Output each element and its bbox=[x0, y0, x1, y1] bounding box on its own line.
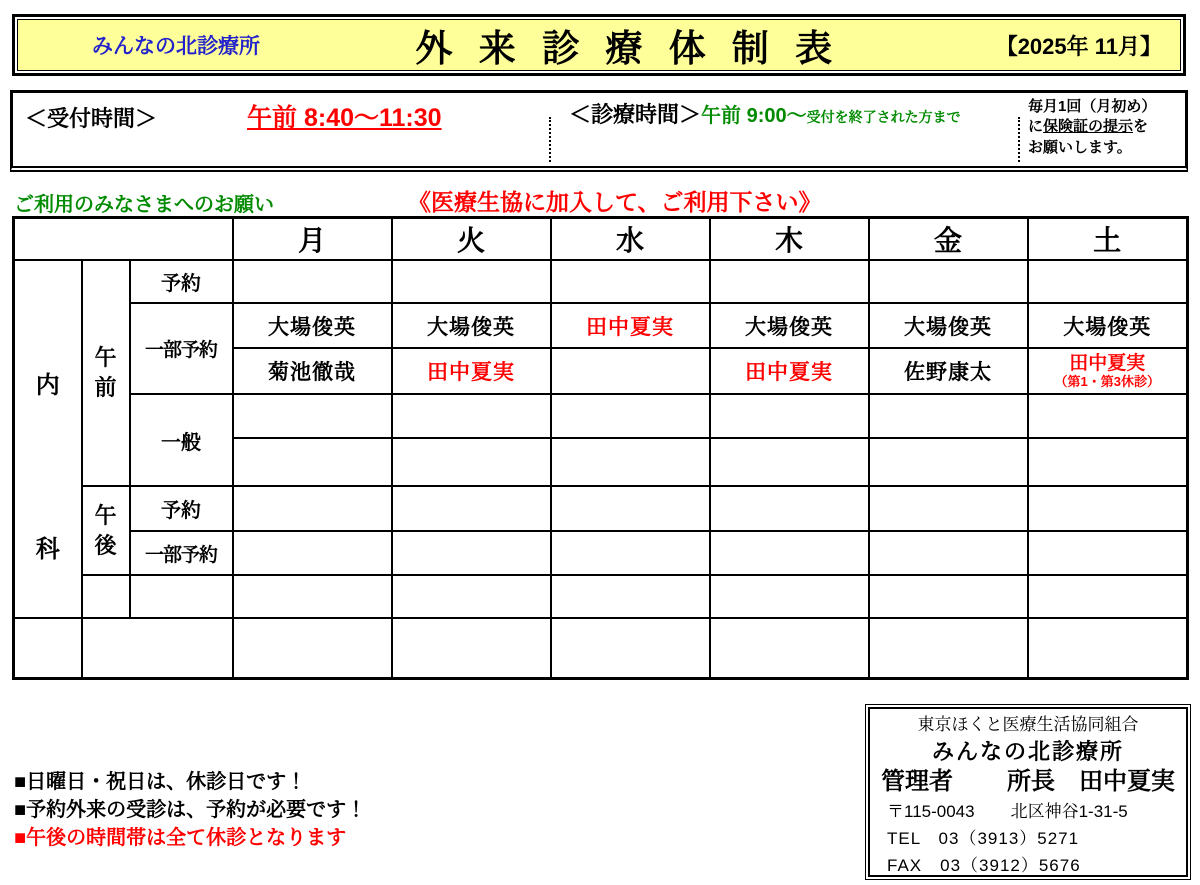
insurance-note bbox=[1018, 93, 1185, 166]
pm-char-2: 後 bbox=[94, 532, 117, 558]
organization-name: 東京ほくと医療生活協同組合 bbox=[917, 715, 1139, 734]
doctor-name: 大場俊英 bbox=[710, 303, 869, 348]
doctor-name: 菊池徹哉 bbox=[233, 348, 392, 394]
doctor-name: 田中夏実 bbox=[551, 303, 710, 348]
bottom-row bbox=[14, 618, 1188, 678]
period-label: 【2025年 11月】 bbox=[995, 33, 1162, 59]
am-reserved-row bbox=[14, 260, 1188, 303]
fax-line: FAX 03（3912）5676 bbox=[887, 856, 1081, 875]
clinic-info-name: みんなの北診療所 bbox=[931, 739, 1124, 764]
consultation-hours-label: ＜診療時間＞ bbox=[569, 102, 702, 127]
saturday-closure-note: （第1・第3休診） bbox=[1054, 374, 1160, 390]
manager-label: 管理者 bbox=[881, 768, 953, 795]
request-line bbox=[14, 183, 1184, 216]
schedule-cell bbox=[869, 618, 1028, 678]
hours-box bbox=[10, 90, 1188, 172]
schedule-cell bbox=[710, 575, 869, 618]
schedule-cell bbox=[233, 486, 392, 531]
am-char-1: 午 bbox=[94, 345, 117, 371]
schedule-cell bbox=[1028, 486, 1188, 531]
schedule-cell bbox=[233, 260, 392, 303]
pm-partial-row bbox=[14, 531, 1188, 575]
schedule-cell bbox=[1028, 260, 1188, 303]
am-partial-row-1 bbox=[14, 303, 1188, 348]
schedule-cell bbox=[710, 486, 869, 531]
schedule-corner-cell bbox=[14, 218, 233, 261]
pm-char-1: 午 bbox=[94, 502, 117, 528]
schedule-cell bbox=[82, 618, 233, 678]
schedule-cell bbox=[551, 260, 710, 303]
day-header-mon: 月 bbox=[233, 218, 392, 261]
doctor-name: 大場俊英 bbox=[392, 303, 551, 348]
schedule-cell bbox=[392, 531, 551, 575]
schedule-cell bbox=[392, 486, 551, 531]
clinic-name: みんなの北診療所 bbox=[92, 35, 260, 58]
doctor-name: 大場俊英 bbox=[233, 303, 392, 348]
reception-hours-section bbox=[13, 93, 549, 166]
am-general-row-1 bbox=[14, 394, 1188, 438]
reception-hours-label: ＜受付時間＞ bbox=[25, 106, 158, 131]
schedule-cell bbox=[392, 575, 551, 618]
schedule-cell bbox=[869, 394, 1028, 438]
schedule-cell bbox=[710, 260, 869, 303]
doctor-name: 大場俊英 bbox=[1028, 303, 1188, 348]
schedule-cell bbox=[1028, 394, 1188, 438]
department-char-1: 内 bbox=[35, 372, 60, 399]
day-header-wed: 水 bbox=[551, 218, 710, 261]
schedule-cell bbox=[551, 348, 710, 394]
insurance-note-line1: 毎月1回（月初め） bbox=[1028, 98, 1157, 115]
pm-reserved-row bbox=[14, 486, 1188, 531]
spare-row bbox=[14, 575, 1188, 618]
schedule-cell bbox=[1028, 438, 1188, 486]
doctor-name: 田中夏実 bbox=[710, 348, 869, 394]
schedule-cell bbox=[551, 394, 710, 438]
schedule-cell bbox=[869, 486, 1028, 531]
schedule-cell bbox=[551, 618, 710, 678]
schedule-cell bbox=[710, 394, 869, 438]
schedule-cell bbox=[392, 260, 551, 303]
schedule-cell bbox=[1028, 531, 1188, 575]
notice-line-3: ■午後の時間帯は全て休診となります bbox=[14, 827, 347, 849]
doctor-name: 大場俊英 bbox=[869, 303, 1028, 348]
schedule-cell bbox=[1028, 618, 1188, 678]
pm-label bbox=[82, 486, 130, 575]
insurance-note-line2-pre: に bbox=[1028, 118, 1044, 136]
schedule-cell bbox=[392, 394, 551, 438]
notice-line-2: ■予約外来の受診は、予約が必要です！ bbox=[14, 799, 367, 821]
row-label-am-partial: 一部予約 bbox=[130, 303, 233, 394]
doctor-name: 田中夏実 bbox=[392, 348, 551, 394]
schedule-cell bbox=[869, 531, 1028, 575]
schedule-cell bbox=[392, 618, 551, 678]
schedule-cell bbox=[233, 618, 392, 678]
reception-hours-value: 午前 8:40～11:30 bbox=[247, 104, 442, 132]
page-title: 外 来 診 療 体 制 表 bbox=[415, 28, 841, 69]
am-char-2: 前 bbox=[94, 375, 117, 400]
day-header-thu: 木 bbox=[710, 218, 869, 261]
day-header-row bbox=[14, 218, 1188, 261]
schedule-cell bbox=[710, 531, 869, 575]
postal-code: 〒115-0043 bbox=[887, 802, 975, 821]
row-label-pm-reserved: 予約 bbox=[130, 486, 233, 531]
notice-list bbox=[14, 768, 366, 852]
title-banner bbox=[12, 14, 1186, 76]
doctor-name-with-note bbox=[1028, 348, 1188, 394]
schedule-cell bbox=[233, 531, 392, 575]
notice-line-1: ■日曜日・祝日は、休診日です！ bbox=[14, 771, 307, 793]
request-lead: ご利用のみなさまへのお願い bbox=[14, 194, 274, 216]
row-label-am-reserved: 予約 bbox=[130, 260, 233, 303]
schedule-cell bbox=[82, 575, 130, 618]
schedule-cell bbox=[130, 575, 233, 618]
insurance-note-line2 bbox=[1028, 117, 1181, 137]
insurance-note-line3: お願いします。 bbox=[1028, 138, 1132, 156]
row-label-am-general: 一般 bbox=[130, 394, 233, 486]
street-address: 北区神谷1-31-5 bbox=[1010, 802, 1128, 821]
consultation-hours-note: 受付を終了された方まで bbox=[806, 109, 961, 125]
insurance-note-underlined: 保険証の提示 bbox=[1043, 118, 1134, 136]
schedule-cell bbox=[233, 575, 392, 618]
doctor-name: 田中夏実 bbox=[1069, 352, 1146, 374]
schedule-cell bbox=[392, 438, 551, 486]
tel-line: TEL 03（3913）5271 bbox=[887, 829, 1080, 848]
doctor-name: 佐野康太 bbox=[869, 348, 1028, 394]
address-line bbox=[875, 798, 1181, 825]
day-header-fri: 金 bbox=[869, 218, 1028, 261]
schedule-table bbox=[12, 216, 1189, 680]
consultation-hours-section bbox=[549, 93, 1018, 166]
director-name: 所長 田中夏実 bbox=[1007, 768, 1175, 795]
schedule-cell bbox=[869, 438, 1028, 486]
schedule-cell bbox=[551, 438, 710, 486]
request-headline: 《医療生協に加入して、ご利用下さい》 bbox=[408, 189, 822, 215]
day-header-tue: 火 bbox=[392, 218, 551, 261]
schedule-cell bbox=[551, 486, 710, 531]
day-header-sat: 土 bbox=[1028, 218, 1188, 261]
schedule-cell bbox=[551, 575, 710, 618]
insurance-note-line2-post: を bbox=[1133, 118, 1149, 136]
schedule-cell bbox=[869, 260, 1028, 303]
schedule-cell bbox=[14, 618, 82, 678]
schedule-cell bbox=[233, 394, 392, 438]
clinic-info-inner bbox=[868, 707, 1188, 877]
row-label-pm-partial: 一部予約 bbox=[130, 531, 233, 575]
schedule-cell bbox=[869, 575, 1028, 618]
schedule-cell bbox=[710, 438, 869, 486]
am-label bbox=[82, 260, 130, 486]
schedule-cell bbox=[233, 438, 392, 486]
department-char-2: 科 bbox=[35, 536, 60, 563]
schedule-cell bbox=[551, 531, 710, 575]
title-banner-inner bbox=[17, 19, 1181, 71]
clinic-info-box bbox=[865, 704, 1191, 880]
consultation-hours-value: 午前 9:00～ bbox=[701, 105, 807, 127]
manager-line bbox=[875, 766, 1181, 798]
department-label bbox=[14, 260, 82, 618]
schedule-cell bbox=[710, 618, 869, 678]
